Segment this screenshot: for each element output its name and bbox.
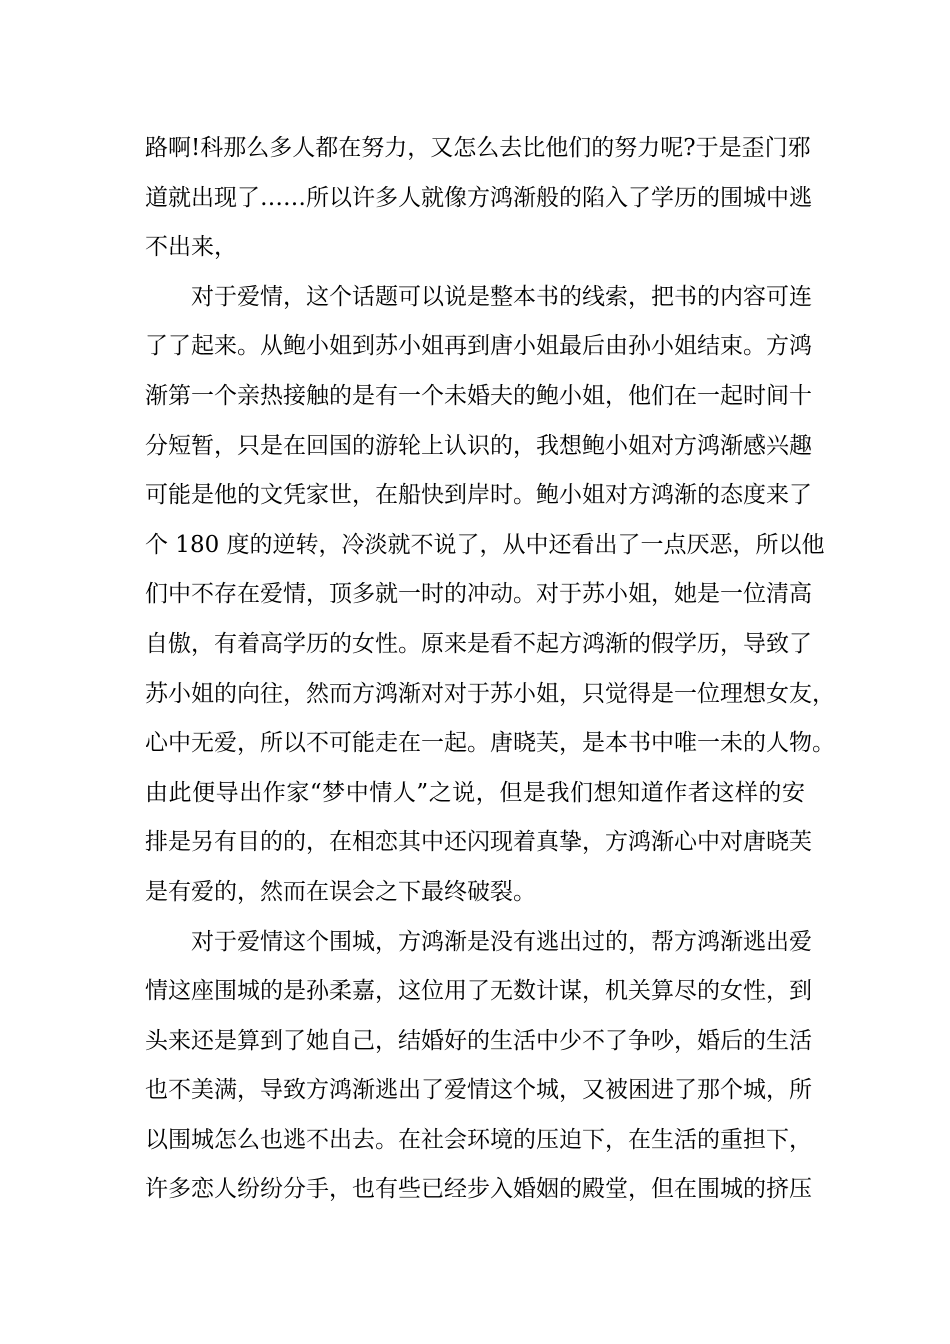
text-line: 道就出现了……所以许多人就像方鸿渐般的陷入了学历的围城中逃 xyxy=(145,184,812,211)
text-line: 分短暂，只是在回国的游轮上认识的，我想鲍小姐对方鸿渐感兴趣 xyxy=(145,432,812,459)
text-line: 心中无爱，所以不可能走在一起。唐晓芙，是本书中唯一未的人物。 xyxy=(145,730,835,757)
body-text xyxy=(145,124,835,1215)
text-line: 由此便导出作家“梦中情人”之说，但是我们想知道作者这样的安 xyxy=(145,779,805,806)
text-line: 对于爱情这个围城，方鸿渐是没有逃出过的，帮方鸿渐逃出爱 xyxy=(191,928,812,955)
text-line: 对于爱情，这个话题可以说是整本书的线索，把书的内容可连 xyxy=(191,283,812,310)
text-line: 个 180 度的逆转，冷淡就不说了，从中还看出了一点厌恶，所以他 xyxy=(145,531,825,558)
text-line: 不出来， xyxy=(145,234,237,261)
text-line: 排是另有目的的，在相恋其中还闪现着真挚，方鸿渐心中对唐晓芙 xyxy=(145,829,812,856)
text-line: 也不美满，导致方鸿渐逃出了爱情这个城，又被困进了那个城，所 xyxy=(145,1077,812,1104)
text-line: 情这座围城的是孙柔嘉，这位用了无数计谋，机关算尽的女性，到 xyxy=(145,978,812,1005)
text-line: 可能是他的文凭家世，在船快到岸时。鲍小姐对方鸿渐的态度来了 xyxy=(145,482,812,509)
text-line: 苏小姐的向往，然而方鸿渐对对于苏小姐，只觉得是一位理想女友， xyxy=(145,680,835,707)
text-line: 许多恋人纷纷分手，也有些已经步入婚姻的殿堂，但在围城的挤压 xyxy=(145,1176,812,1203)
text-line: 以围城怎么也逃不出去。在社会环境的压迫下，在生活的重担下， xyxy=(145,1126,812,1153)
text-line: 渐第一个亲热接触的是有一个未婚夫的鲍小姐，他们在一起时间十 xyxy=(145,382,812,409)
text-line: 自傲，有着高学历的女性。原来是看不起方鸿渐的假学历，导致了 xyxy=(145,630,812,657)
text-line: 头来还是算到了她自己，结婚好的生活中少不了争吵，婚后的生活 xyxy=(145,1027,812,1054)
text-line: 是有爱的，然而在误会之下最终破裂。 xyxy=(145,878,536,905)
text-line: 了了起来。从鲍小姐到苏小姐再到唐小姐最后由孙小姐结束。方鸿 xyxy=(145,333,812,360)
text-line: 路啊!科那么多人都在努力，又怎么去比他们的努力呢?于是歪门邪 xyxy=(145,135,811,161)
text-line: 们中不存在爱情，顶多就一时的冲动。对于苏小姐，她是一位清高 xyxy=(145,581,812,608)
